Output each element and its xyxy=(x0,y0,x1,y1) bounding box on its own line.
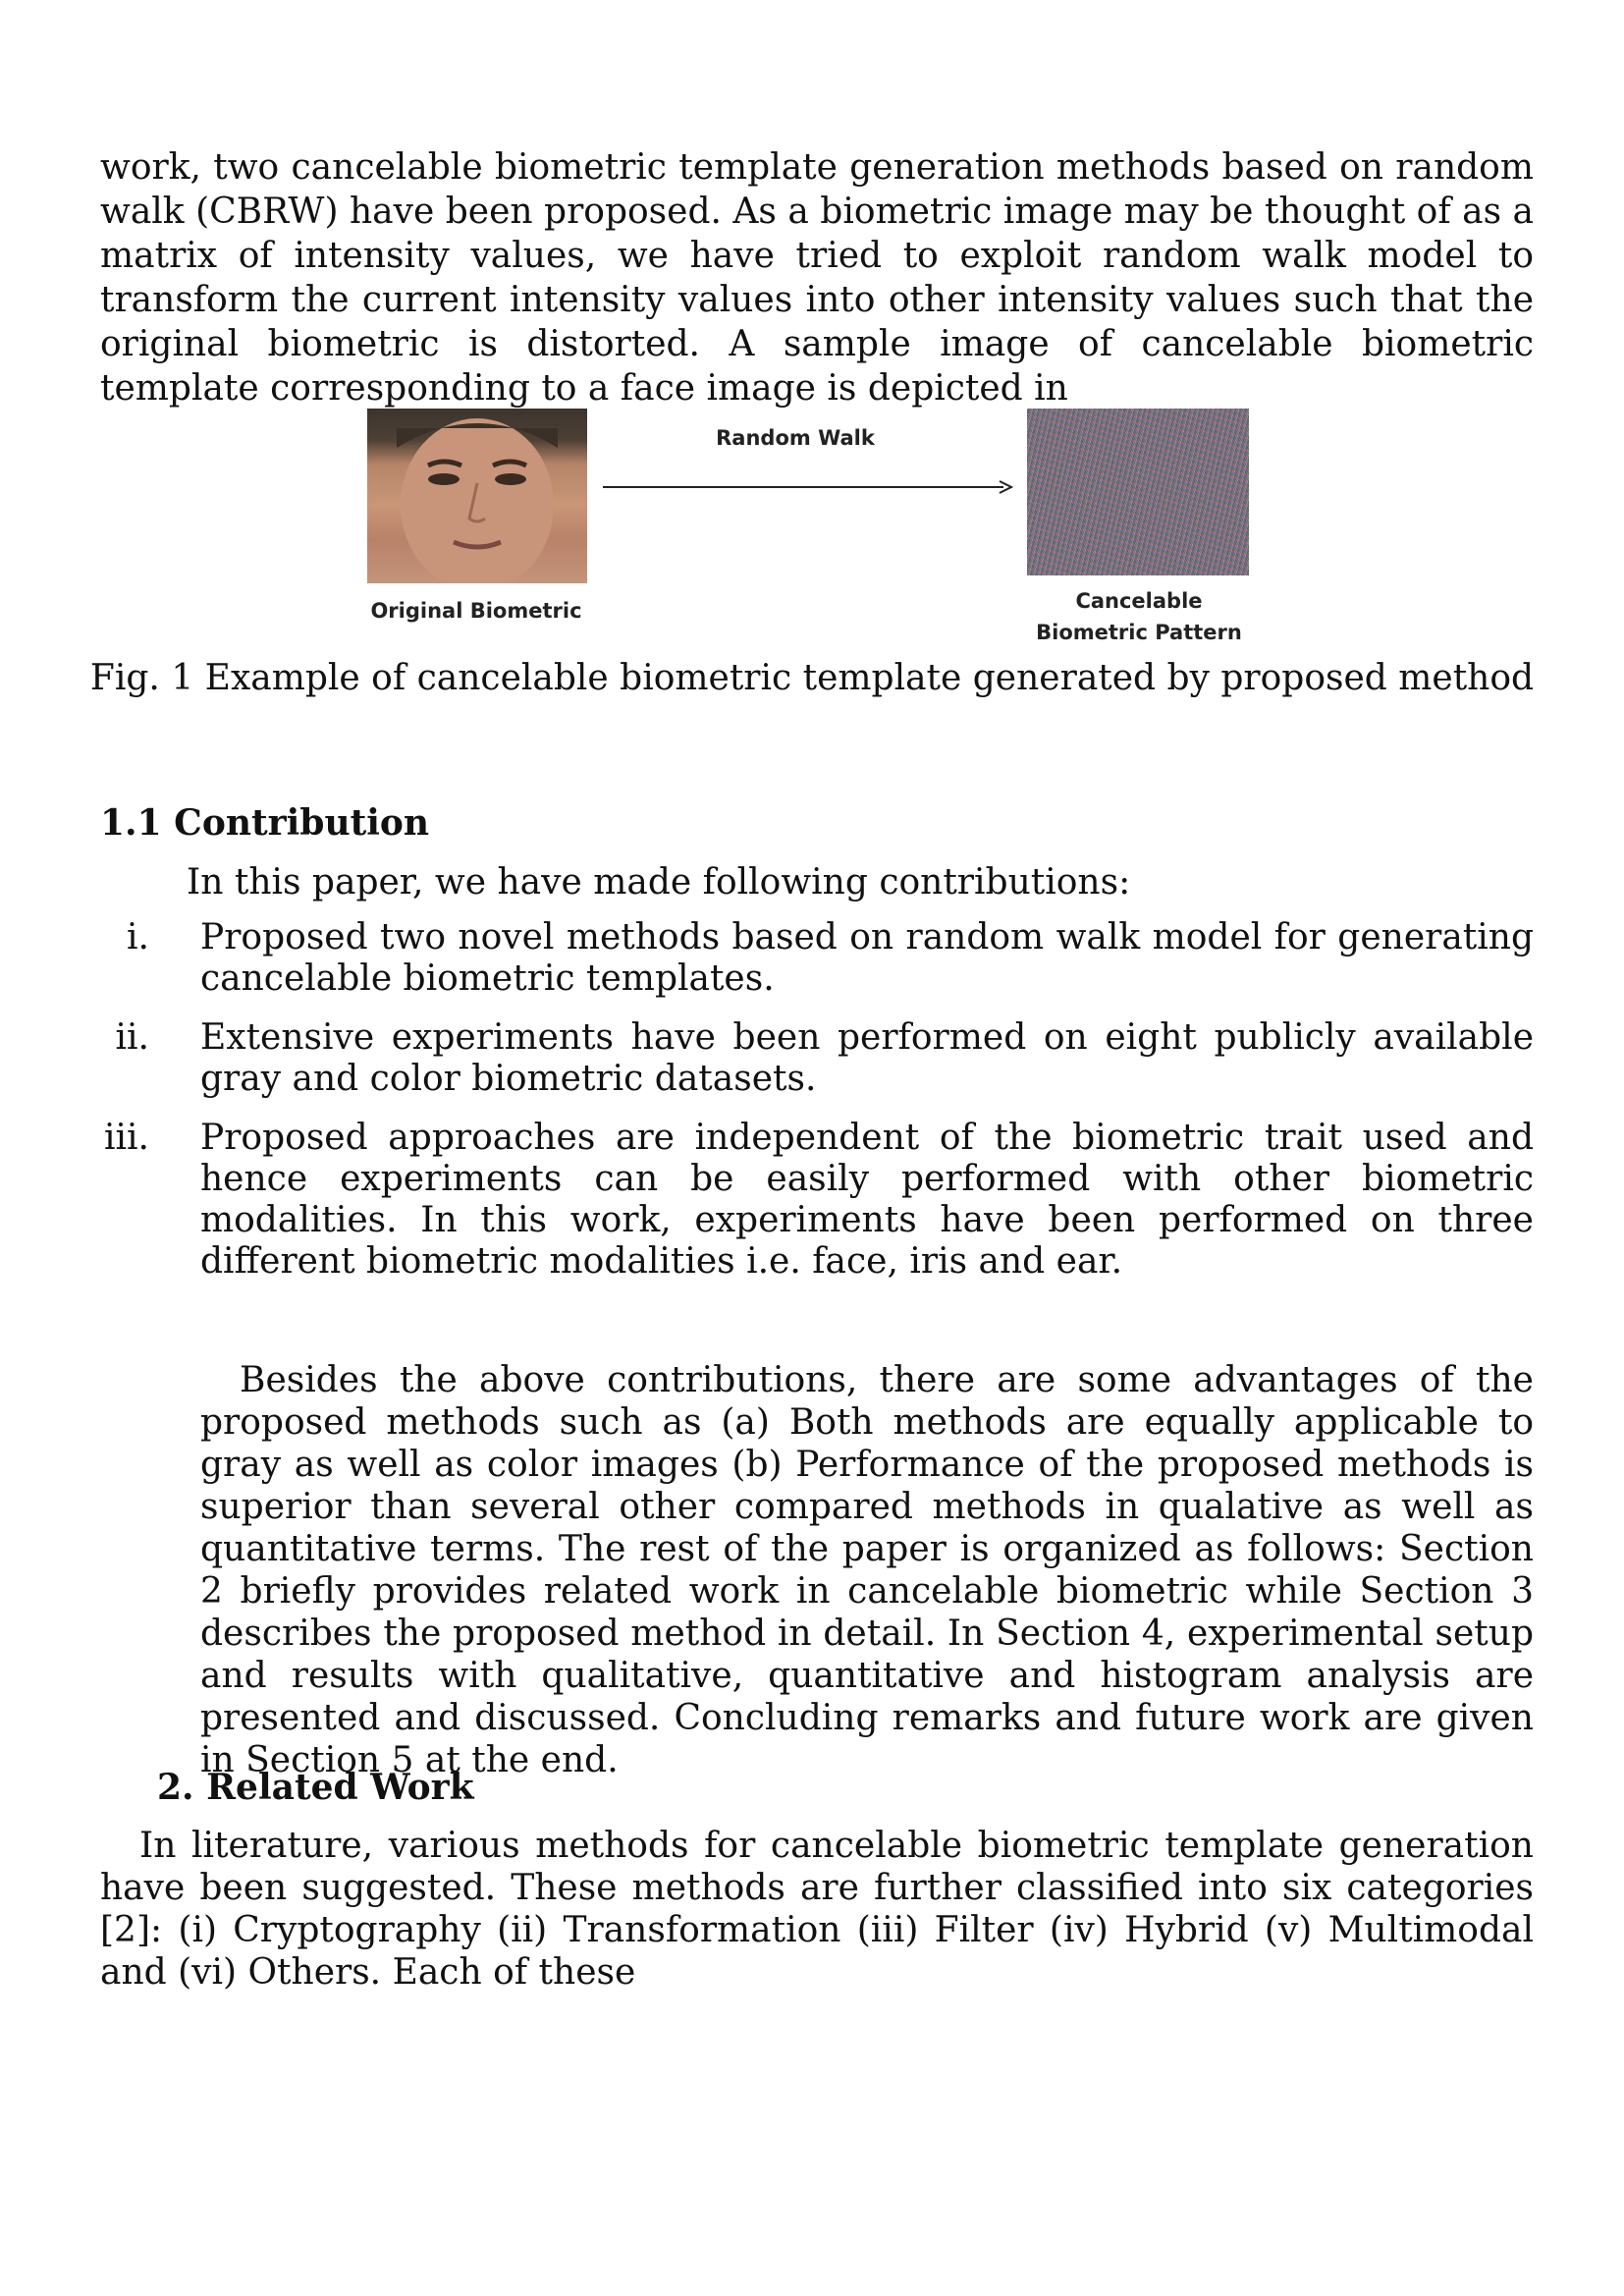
arrow-label: Random Walk xyxy=(716,426,875,450)
cancelable-label-line2: Biometric Pattern xyxy=(1036,621,1242,644)
section-heading-contribution: 1.1 Contribution xyxy=(100,802,430,844)
list-number: ii. xyxy=(115,1017,149,1058)
original-biometric-label: Original Biometric xyxy=(370,599,582,623)
list-number: iii. xyxy=(104,1118,149,1158)
intro-paragraph: work, two cancelable biometric template generation methods based on random walk (CBRW) have been proposed. As a biometric image may be thought of as a matrix of intensity values, we have tried to exploit random walk model to transform the current intensity values into other intensity values such that the original biometric is distorted. A sample image of cancelable biometric template corresponding to a face image is depicted in xyxy=(100,147,1534,409)
list-text: Proposed two novel methods based on random walk model for generating cancelable biometric templates. xyxy=(200,917,1534,999)
section-heading-related-work: 2. Related Work xyxy=(157,1767,474,1808)
cancelable-pattern-label xyxy=(1021,585,1257,648)
arrow-icon xyxy=(603,477,1015,497)
list-text: Extensive experiments have been performed on eight publicly available gray and color biometric datasets. xyxy=(200,1017,1534,1099)
cancelable-label-line1: Cancelable xyxy=(1075,589,1203,613)
contribution-intro: In this paper, we have made following contributions: xyxy=(187,862,1131,902)
list-number: i. xyxy=(127,917,149,957)
list-text: Proposed approaches are independent of the biometric trait used and hence experiments can be easily performed with other biometric modalities. In this work, experiments have been performed on three different biometric modalities i.e. face, iris and ear. xyxy=(200,1118,1534,1282)
cancelable-pattern-image xyxy=(1027,409,1249,575)
besides-paragraph: Besides the above contributions, there are some advantages of the proposed methods such as (a) Both methods are equally applicable to gray as well as color images (b) Performance of the proposed methods is superior than several other compared methods in qualative as well as quantitative terms. The rest of the paper is organized as follows: Section 2 briefly provides related work in cancelable biometric while Section 3 describes the proposed method in detail. In Section 4, experimental setup and results with qualitative, quantitative and histogram analysis are presented and discussed. Concluding remarks and future work are given in Section 5 at the end. xyxy=(200,1360,1534,1780)
figure-caption: Fig. 1 Example of cancelable biometric template generated by proposed method xyxy=(89,658,1535,698)
related-work-paragraph: In literature, various methods for cancelable biometric template generation have been suggested. These methods are further classified into six categories [2]: (i) Cryptography (ii) Transformation (iii) Filter (iv) Hybrid (v) Multimodal and (vi) Others. Each of these xyxy=(100,1826,1534,1993)
original-face-image xyxy=(367,409,587,583)
